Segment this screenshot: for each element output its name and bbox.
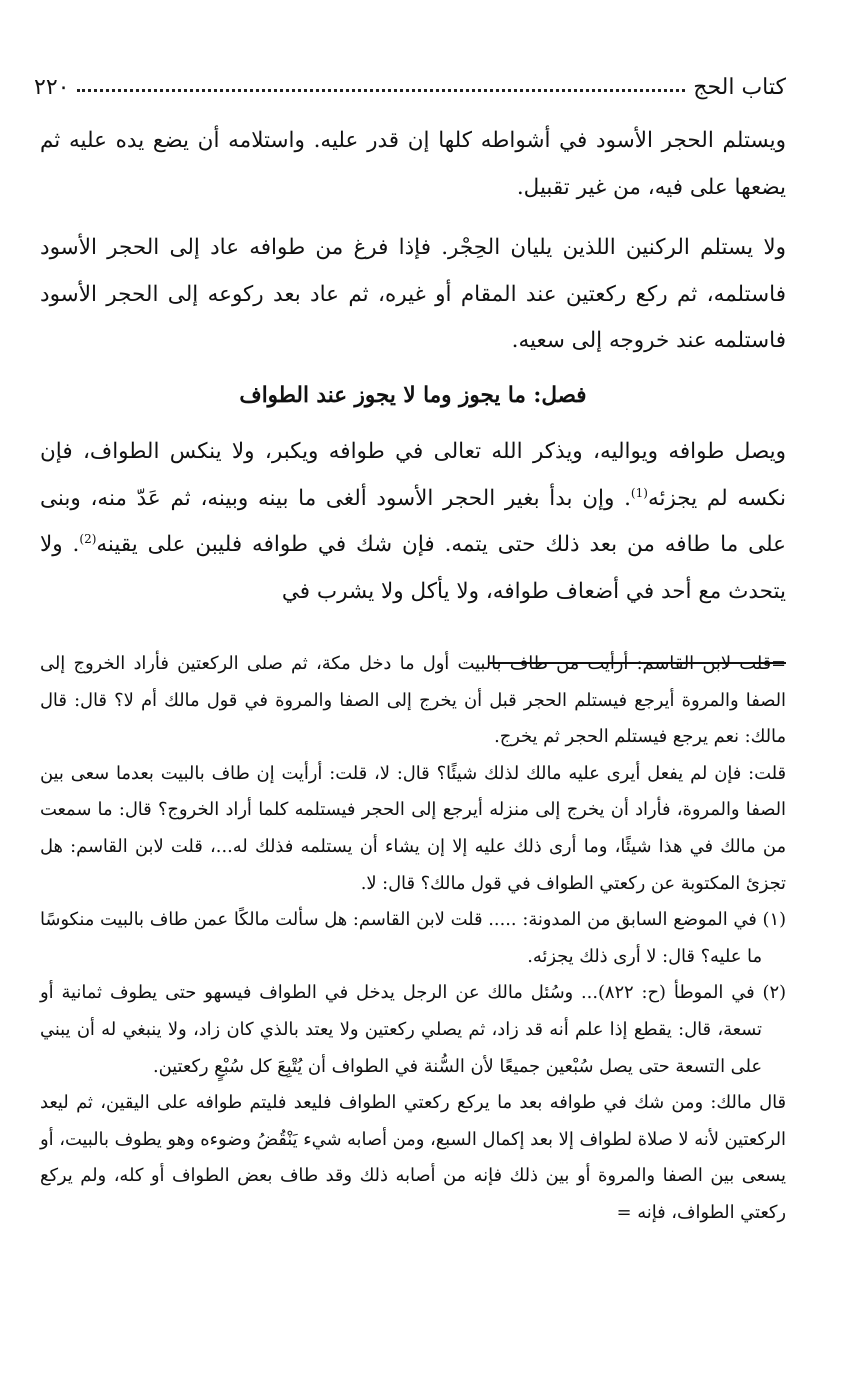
- main-text: [40, 118, 786, 615]
- paragraph-text: ويصل طوافه ويواليه، ويذكر الله تعالى في طوافه ويكبر، ولا ينكس الطواف، فإن نكسه لم يجزئه: [40, 439, 786, 511]
- footnote-1: (١) في الموضع السابق من المدونة: ..... قلت لابن القاسم: هل سألت مالكًا عمن طاف بالبيت منكوسًا ما عليه؟ قال: لا أرى ذلك يجزئه.: [40, 909, 786, 967]
- section-heading: فصل: ما يجوز وما لا يجوز عند الطواف: [239, 382, 587, 408]
- footnote-ref[interactable]: (1): [630, 485, 648, 500]
- paragraph: ويستلم الحجر الأسود في أشواطه كلها إن قدر عليه. واستلامه أن يضع يده عليه ثم يضعها على فيه، من غير تقبيل.: [40, 128, 786, 200]
- running-header: [34, 66, 786, 100]
- book-title: كتاب الحج: [693, 75, 786, 100]
- page-number: ٢٢٠: [34, 75, 70, 100]
- footnote-continuation: =قلت لابن القاسم: أرأيت من طاف بالبيت أول ما دخل مكة، ثم صلى الركعتين فأراد الخروج إلى الصفا والمروة أيرجع فيستلم الحجر قبل أن يخرج إلى الصفا والمروة في قول مالك أم لا؟ قال: قال مالك: نعم يرجع فيستلم الحجر ثم يخرج.: [40, 653, 786, 748]
- footnote-continuation: قلت: فإن لم يفعل أيرى عليه مالك لذلك شيئًا؟ قال: لا، قلت: أرأيت إن طاف بالبيت بعدما سعى بين الصفا والمروة، فأراد أن يخرج إلى منزله أيرجع إلى الحجر فيستلمه كلما أراد الخروج؟ قال: ما سمعت من مالك في هذا شيئًا، وما أرى ذلك عليه إلا إن يشاء أن يستلمه فذلك له...، قلت لابن القاسم: هل تجزئ المكتوبة عن ركعتي الطواف في قول مالك؟ قال: لا.: [40, 762, 786, 894]
- dotted-leader: [77, 89, 685, 92]
- paragraph: ولا يستلم الركنين اللذين يليان الحِجْر. فإذا فرغ من طوافه عاد إلى الحجر الأسود فاستلمه، ثم ركع ركعتين عند المقام أو غيره، ثم عاد بعد ركوعه إلى الحجر الأسود فاستلمه عند خروجه إلى سعيه.: [40, 235, 786, 353]
- paragraph-text: . ولا يتحدث مع أحد في أضعاف طوافه، ولا يأكل ولا يشرب في: [40, 532, 786, 604]
- footnote-ref[interactable]: (2): [79, 531, 97, 546]
- paragraph: [40, 429, 786, 615]
- footnote-2: (٢) في الموطأ (ح: ٨٢٢)... وسُئل مالك عن الرجل يدخل في الطواف فيسهو حتى يطوف ثمانية أو تسعة، قال: يقطع إذا علم أنه قد زاد، ثم يصلي ركعتين ولا يعتد بالذي كان زاد، ولا ينبغي له أن يبني على التسعة حتى يصل سُبْعين جميعًا لأن السُّنة في الطواف أن يُتْبِعَ كل سُبْعٍ ركعتين.: [40, 982, 786, 1077]
- footnote-2-continuation: قال مالك: ومن شك في طوافه بعد ما يركع ركعتي الطواف فليعد فليتم طوافه على اليقين، ثم ليعد الركعتين لأنه لا صلاة لطواف إلا بعد إكمال السبع، ومن أصابه شيء يَنْقُضُ وضوءه وهو يطوف بالبيت، أو يسعى بين الصفا والمروة أو بين ذلك فإنه من أصابه ذلك وقد طاف بعض الطواف أو كله، ولم يركع ركعتي الطواف، فإنه =: [40, 1092, 786, 1223]
- footnotes: [40, 646, 786, 1232]
- paragraph-text: . وإن بدأ بغير الحجر الأسود ألغى ما بينه وبينه، ثم عَدّ منه، وبنى على ما طافه من بعد ذلك حتى يتمه. فإن شك في طوافه فليبن على يقينه: [40, 485, 786, 557]
